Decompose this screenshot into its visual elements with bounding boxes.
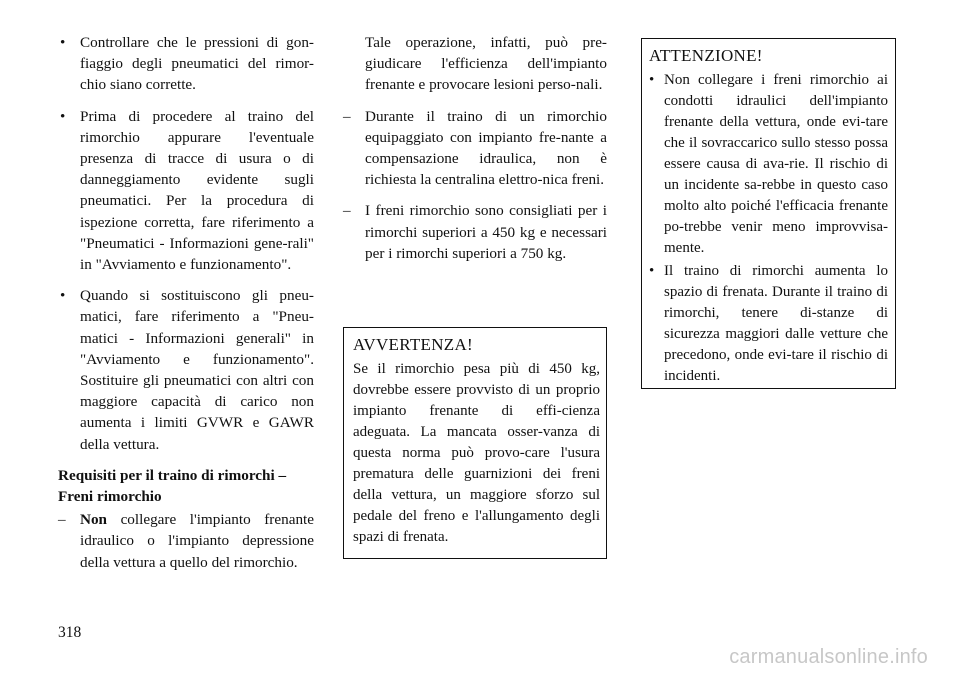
bullet-mark: • — [60, 107, 66, 125]
bullet-mark: • — [60, 287, 66, 305]
bullet-text: Non collegare i freni rimorchio ai condotti idraulici dell'impianto frenante della vettura, onde evi-tare che il sovraccarico sullo stesso possa essere causa di ava-rie. Il rischio di un incidente sa-rebbe in questo caso molto alto poiché l'efficacia frenante po-trebbe venir meno improvvisa-mente. — [664, 72, 888, 256]
bullet-mark: • — [60, 34, 66, 51]
bullet-text: Il traino di rimorchi aumenta lo spazio di frenata. Durante il traino di rimorchi, tenere di-stanze di sicurezza maggiori dalle vetture che precedono, onde evi-tare il rischio di incidenti. — [664, 263, 888, 384]
dash-mark: – — [343, 202, 351, 220]
middle-column — [343, 32, 607, 274]
dash-text: collegare l'impianto frenante idraulico o l'impianto depressione della vettura a quello del rimorchio. — [80, 511, 314, 571]
dash-item-trailer-brakes — [343, 200, 607, 264]
warning-title: AVVERTENZA! — [353, 335, 474, 354]
dash-item-hydraulic-trailer — [343, 106, 607, 191]
dash-text: Durante il traino di un rimorchio equipaggiato con impianto fre-nante a compensazione idraulica, non è richiesta la centralina elettro-nica freni. — [365, 107, 607, 189]
continuation-paragraph: Tale operazione, infatti, può pre-giudicare l'efficienza dell'impianto frenante e provocare lesioni perso-nali. — [365, 34, 607, 94]
bullet-text: Quando si sostituiscono gli pneu-matici, fare riferimento a "Pneu-matici - Informazioni generali" in "Avviamento e funzionamento". Sostituire gli pneumatici con altri con maggiore capacità di carico non aumenta i limiti GVWR e GAWR della vettura. — [80, 287, 314, 453]
bullet-tire-pressure — [58, 32, 314, 96]
bullet-text: Controllare che le pressioni di gon-fiaggio degli pneumatici del rimor-chio siano corrette. — [80, 34, 314, 94]
attention-box — [641, 38, 896, 389]
dash-bold-word: Non — [80, 511, 108, 529]
attention-title: ATTENZIONE! — [649, 46, 763, 65]
bullet-text: Prima di procedere al traino del rimorchio appurare l'eventuale presenza di tracce di usura o di danneggiamento evidente sugli pneumatici. Per la procedura di ispezione corretta, fare riferimento a "Pneumatici - Informazioni gene-rali" in "Avviamento e funzionamento". — [80, 107, 314, 274]
bullet-tire-replacement — [58, 285, 314, 455]
warning-box — [343, 327, 607, 559]
bullet-mark: • — [649, 72, 655, 88]
watermark-text: carmanualsonline.info — [729, 646, 928, 668]
bullet-mark: • — [649, 263, 655, 279]
bullet-tire-inspection — [58, 106, 314, 276]
page-number: 318 — [58, 624, 82, 641]
section-heading: Requisiti per il traino di rimorchi – Freni rimorchio — [58, 466, 287, 506]
dash-text: I freni rimorchio sono consigliati per i rimorchi superiori a 450 kg e necessari per i rimorchi superiori a 750 kg. — [365, 202, 607, 262]
dash-mark: – — [343, 107, 351, 125]
dash-mark: – — [58, 511, 66, 529]
left-column — [58, 32, 314, 583]
attention-bullet — [649, 261, 888, 387]
attention-bullet — [649, 70, 888, 259]
warning-text: Se il rimorchio pesa più di 450 kg, dovrebbe essere provvisto di un proprio impianto frenante di effi-cienza adeguata. La mancata osser-vanza di questa norma può provo-care l'usura prematura delle guarnizioni dei freni della vettura, un maggiore sforzo sul pedale del freno e l'allungamento degli spazi di frenata. — [353, 361, 600, 545]
dash-item-do-not-connect — [58, 509, 314, 573]
